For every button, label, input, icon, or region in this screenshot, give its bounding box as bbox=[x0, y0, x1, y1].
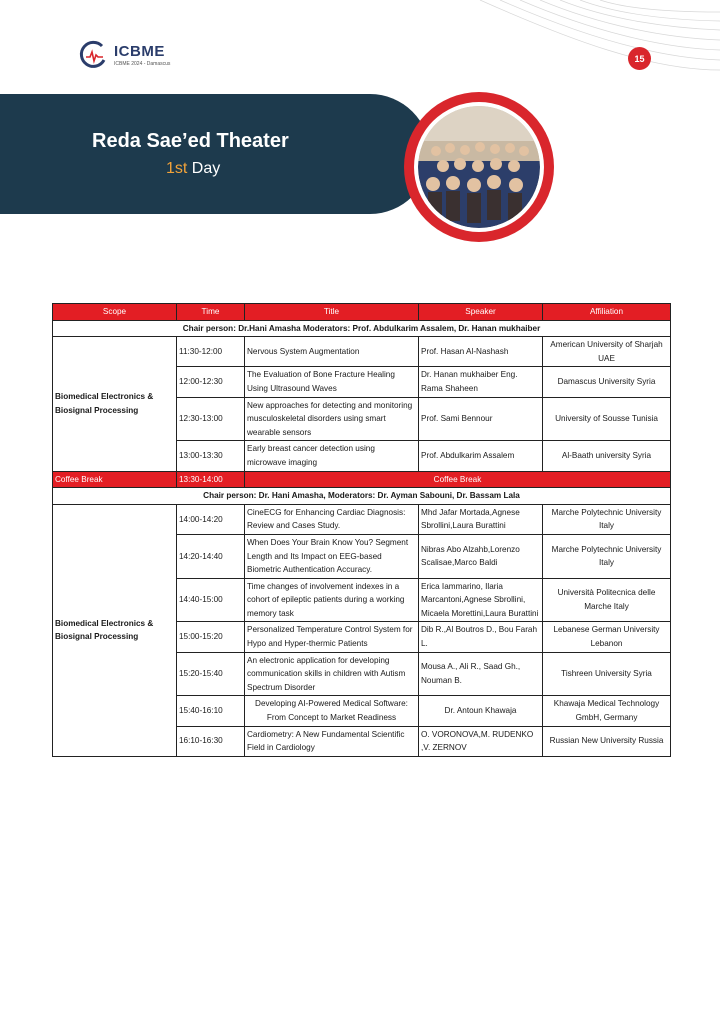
talk-time: 14:40-15:00 bbox=[177, 578, 245, 622]
day-word: Day bbox=[187, 160, 221, 177]
talk-time: 16:10-16:30 bbox=[177, 726, 245, 756]
talk-time: 13:00-13:30 bbox=[177, 441, 245, 471]
talk-title: Time changes of involvement indexes in a cohort of epileptic patients during a working memory task bbox=[245, 578, 419, 622]
coffee-break-time: 13:30-14:00 bbox=[177, 471, 245, 488]
table-row bbox=[53, 504, 671, 534]
talk-title: When Does Your Brain Know You? Segment Length and Its Impact on EEG-based Biometric Authentication Accuracy. bbox=[245, 534, 419, 578]
talk-title: Nervous System Augmentation bbox=[245, 337, 419, 367]
talk-title: Personalized Temperature Control System for Hypo and Hyper-thermic Patients bbox=[245, 622, 419, 652]
talk-affiliation: Al-Baath university Syria bbox=[543, 441, 671, 471]
session1-chair-row bbox=[53, 320, 671, 337]
talk-speaker: Erica Iammarino, Ilaria Marcantoni,Agnese Sbrollini, Micaela Morettini,Laura Burattini bbox=[419, 578, 543, 622]
talk-speaker: Nibras Abo Alzahb,Lorenzo Scalisae,Marco Baldi bbox=[419, 534, 543, 578]
talk-speaker: Dr. Antoun Khawaja bbox=[419, 696, 543, 726]
header-time: Time bbox=[177, 304, 245, 321]
talk-title: Developing AI-Powered Medical Software: From Concept to Market Readiness bbox=[245, 696, 419, 726]
schedule-table bbox=[52, 303, 671, 757]
header-affiliation: Affiliation bbox=[543, 304, 671, 321]
talk-speaker: Prof. Abdulkarim Assalem bbox=[419, 441, 543, 471]
talk-speaker: Mousa A., Ali R., Saad Gh., Nouman B. bbox=[419, 652, 543, 696]
table-row bbox=[53, 337, 671, 367]
audience-photo-frame bbox=[404, 92, 554, 242]
logo-ecg-icon bbox=[78, 40, 108, 70]
talk-title: The Evaluation of Bone Fracture Healing Using Ultrasound Waves bbox=[245, 367, 419, 397]
header-title: Title bbox=[245, 304, 419, 321]
talk-speaker: O. VORONOVA,M. RUDENKO ,V. ZERNOV bbox=[419, 726, 543, 756]
session2-scope: Biomedical Electronics & Biosignal Processing bbox=[53, 504, 177, 756]
talk-time: 12:30-13:00 bbox=[177, 397, 245, 441]
talk-title: Early breast cancer detection using microwave imaging bbox=[245, 441, 419, 471]
header-banner bbox=[0, 94, 430, 214]
session2-chair: Chair person: Dr. Hani Amasha, Moderators: Dr. Ayman Sabouni, Dr. Bassam Lala bbox=[53, 488, 671, 505]
talk-affiliation: Tishreen University Syria bbox=[543, 652, 671, 696]
talk-time: 15:00-15:20 bbox=[177, 622, 245, 652]
talk-time: 14:00-14:20 bbox=[177, 504, 245, 534]
session2-chair-row bbox=[53, 488, 671, 505]
talk-time: 11:30-12:00 bbox=[177, 337, 245, 367]
session1-chair: Chair person: Dr.Hani Amasha Moderators: Prof. Abdulkarim Assalem, Dr. Hanan mukhaiber bbox=[53, 320, 671, 337]
conference-logo bbox=[78, 40, 170, 70]
talk-time: 15:40-16:10 bbox=[177, 696, 245, 726]
talk-time: 14:20-14:40 bbox=[177, 534, 245, 578]
header-scope: Scope bbox=[53, 304, 177, 321]
talk-speaker: Dib R.,Al Boutros D., Bou Farah L. bbox=[419, 622, 543, 652]
talk-affiliation: Marche Polytechnic University Italy bbox=[543, 534, 671, 578]
table-header-row bbox=[53, 304, 671, 321]
talk-title: An electronic application for developing communication skills in children with Autism Spectrum Disorder bbox=[245, 652, 419, 696]
coffee-break-label: Coffee Break bbox=[53, 471, 177, 488]
talk-affiliation: Russian New University Russia bbox=[543, 726, 671, 756]
talk-affiliation: Marche Polytechnic University Italy bbox=[543, 504, 671, 534]
talk-time: 12:00-12:30 bbox=[177, 367, 245, 397]
session1-scope: Biomedical Electronics & Biosignal Processing bbox=[53, 337, 177, 471]
audience-photo bbox=[418, 106, 540, 228]
talk-time: 15:20-15:40 bbox=[177, 652, 245, 696]
day-subtitle bbox=[166, 160, 220, 178]
logo-title: ICBME bbox=[114, 43, 165, 60]
logo-subtitle: ICBME 2024 - Damascus bbox=[114, 61, 171, 67]
talk-speaker: Prof. Hasan Al-Nashash bbox=[419, 337, 543, 367]
coffee-break-row bbox=[53, 471, 671, 488]
talk-speaker: Dr. Hanan mukhaiber Eng. Rama Shaheen bbox=[419, 367, 543, 397]
talk-affiliation: University of Sousse Tunisia bbox=[543, 397, 671, 441]
talk-affiliation: Università Politecnica delle Marche Italy bbox=[543, 578, 671, 622]
talk-speaker: Prof. Sami Bennour bbox=[419, 397, 543, 441]
header-speaker: Speaker bbox=[419, 304, 543, 321]
talk-title: New approaches for detecting and monitoring musculoskeletal disorders using smart wearable sensors bbox=[245, 397, 419, 441]
page-number-badge: 15 bbox=[628, 47, 651, 70]
talk-title: Cardiometry: A New Fundamental Scientific Field in Cardiology bbox=[245, 726, 419, 756]
talk-affiliation: Lebanese German University Lebanon bbox=[543, 622, 671, 652]
talk-affiliation: Khawaja Medical Technology GmbH, Germany bbox=[543, 696, 671, 726]
talk-title: CineECG for Enhancing Cardiac Diagnosis: Review and Cases Study. bbox=[245, 504, 419, 534]
talk-affiliation: Damascus University Syria bbox=[543, 367, 671, 397]
coffee-break-title: Coffee Break bbox=[245, 471, 671, 488]
talk-speaker: Mhd Jafar Mortada,Agnese Sbrollini,Laura Burattini bbox=[419, 504, 543, 534]
day-number: 1st bbox=[166, 160, 188, 177]
hall-title: Reda Sae’ed Theater bbox=[92, 130, 289, 152]
talk-affiliation: American University of Sharjah UAE bbox=[543, 337, 671, 367]
